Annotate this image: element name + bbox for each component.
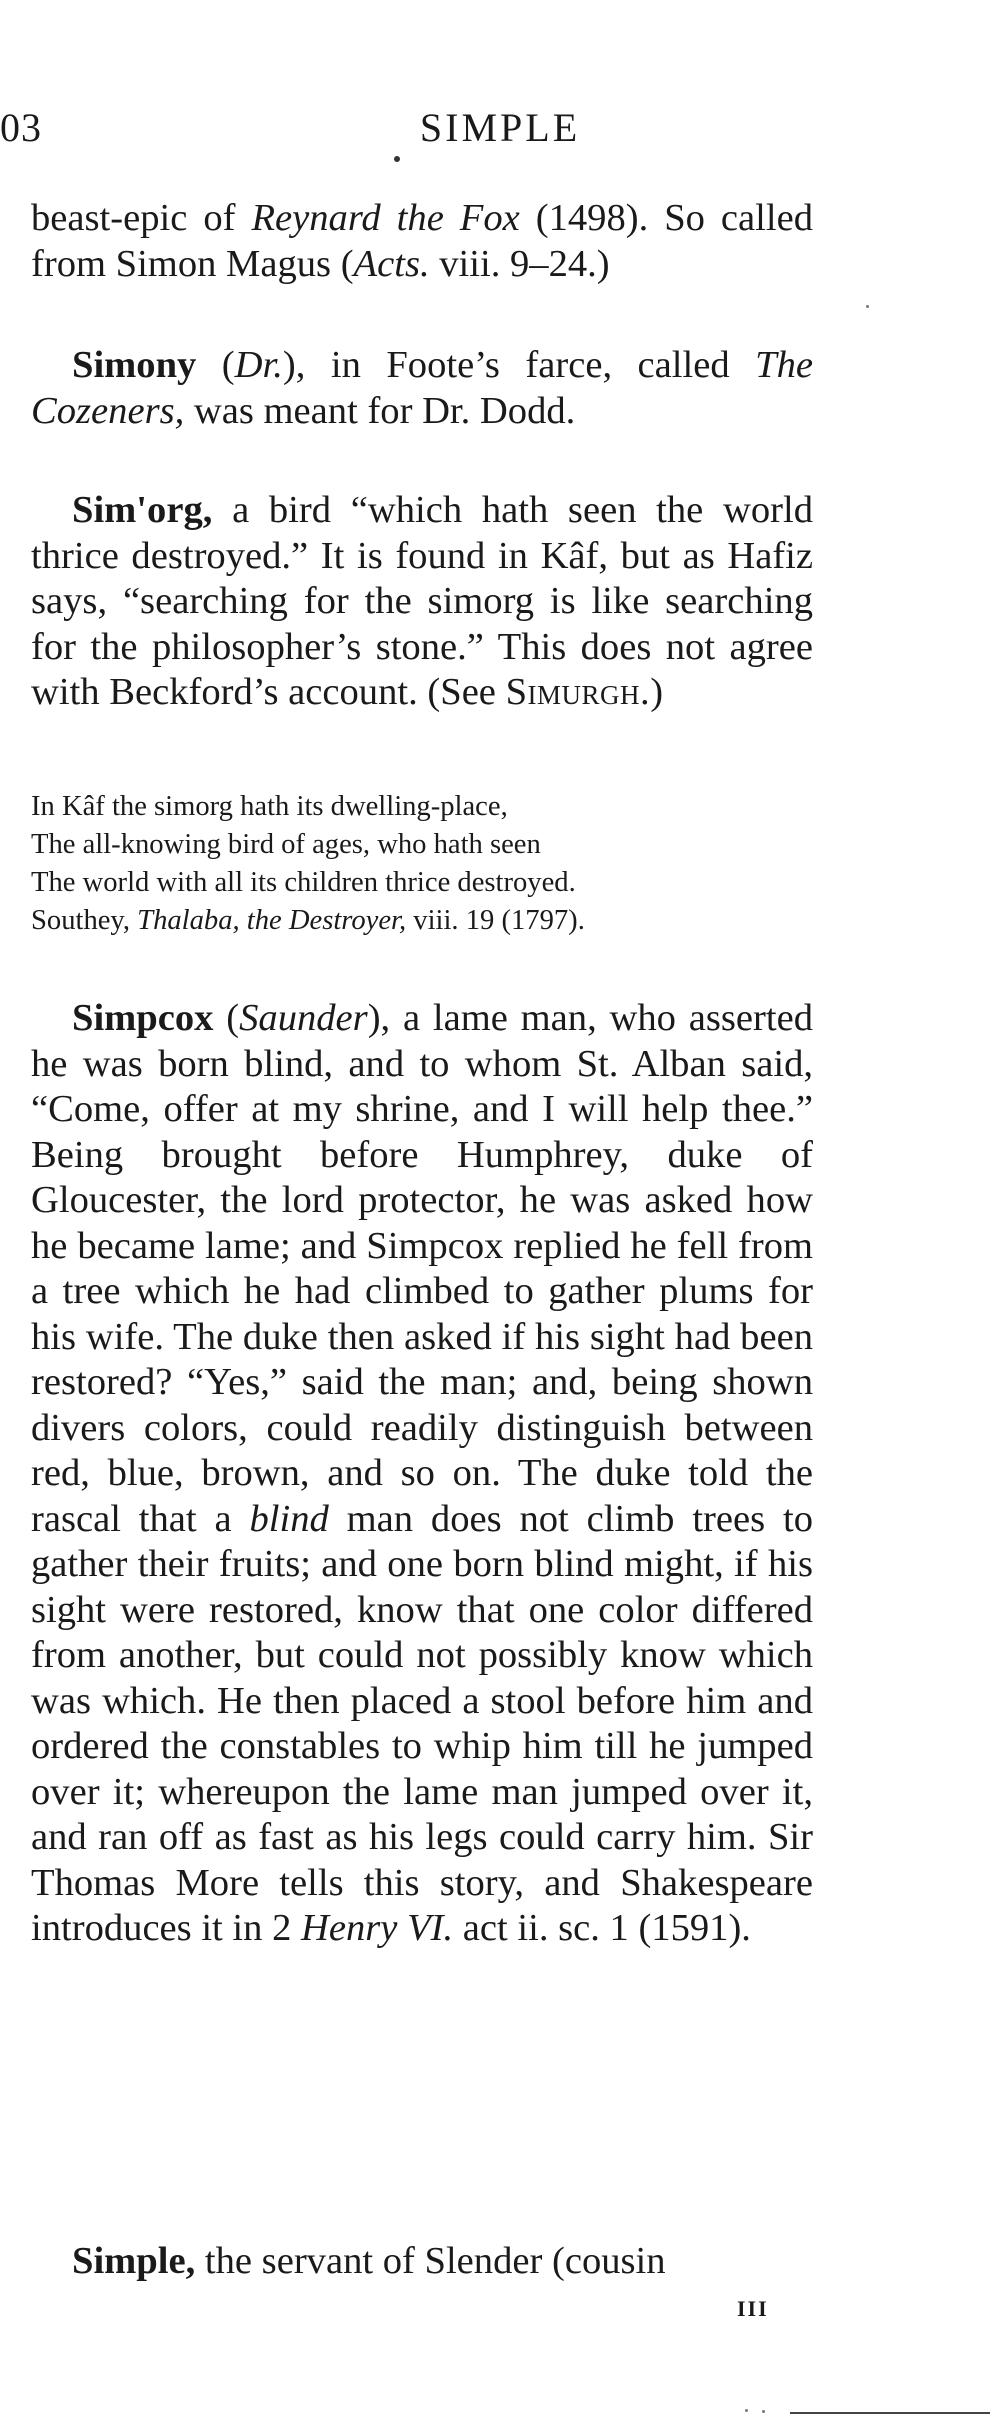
continuation-paragraph: beast-epic of Reynard the Fox (1498). So called from Simon Magus (Acts. viii. 9–24.)	[31, 197, 814, 285]
headword: Sim'org,	[72, 489, 213, 531]
scan-speck	[745, 2409, 748, 2412]
quote-line: The all-knowing bird of ages, who hath seen	[31, 829, 541, 860]
scan-speck	[762, 2410, 765, 2413]
running-head: SIMPLE	[419, 105, 581, 150]
headword: Simony	[72, 344, 197, 386]
header-dot	[394, 156, 400, 162]
entry-simorg: Sim'org, a bird “which hath seen the world thrice destroyed.” It is found in Kâf, but as Hafiz says, “searching for the simorg is like searching for the philosopher’s stone.” This does not agree with Beckford’s account. (See Simurgh.)	[31, 489, 813, 713]
headword: Simpcox	[72, 997, 214, 1039]
entry-simple: Simple, the servant of Slender (cousin	[72, 2240, 666, 2282]
quote-line: The world with all its children thrice destroyed.	[31, 867, 576, 898]
entry-simony: Simony (Dr.), in Foote’s farce, called The Cozeners, was meant for Dr. Dodd.	[31, 344, 813, 432]
page-header	[0, 104, 1000, 164]
entry-simpcox: Simpcox (Saunder), a lame man, who asserted he was born blind, and to whom St. Alban said, “Come, offer at my shrine, and I will help thee.” Being brought before Humphrey, duke of Gloucester, the lord protector, he was asked how he became lame; and Simpcox replied he fell from a tree which he had climbed to gather plums for his wife. The duke then asked if his sight had been restored? “Yes,” said the man; and, being shown divers colors, could readily distinguish between red, blue, brown, and so on. The duke told the rascal that a blind man does not climb trees to gather their fruits; and one born blind might, if his sight were restored, know that one color differed from another, but could not possibly know which was which. He then placed a stool before him and ordered the constables to whip him till he jumped over it; whereupon the lame man jumped over it, and ran off as fast as his legs could carry him. Sir Thomas More tells this story, and Shakespeare introduces it in 2 Henry VI. act ii. sc. 1 (1591).	[31, 997, 813, 1949]
signature-mark: III	[737, 2296, 769, 2321]
bottom-rule	[790, 2412, 990, 2414]
simorg-quotation	[31, 788, 813, 940]
quote-line: In Kâf the simorg hath its dwelling-place,	[31, 791, 508, 822]
quote-source: Southey, Thalaba, the Destroyer, viii. 19 (1797).	[31, 905, 585, 936]
page-number: 03	[0, 105, 42, 150]
headword: Simple,	[72, 2240, 196, 2282]
scan-speck	[866, 305, 869, 308]
